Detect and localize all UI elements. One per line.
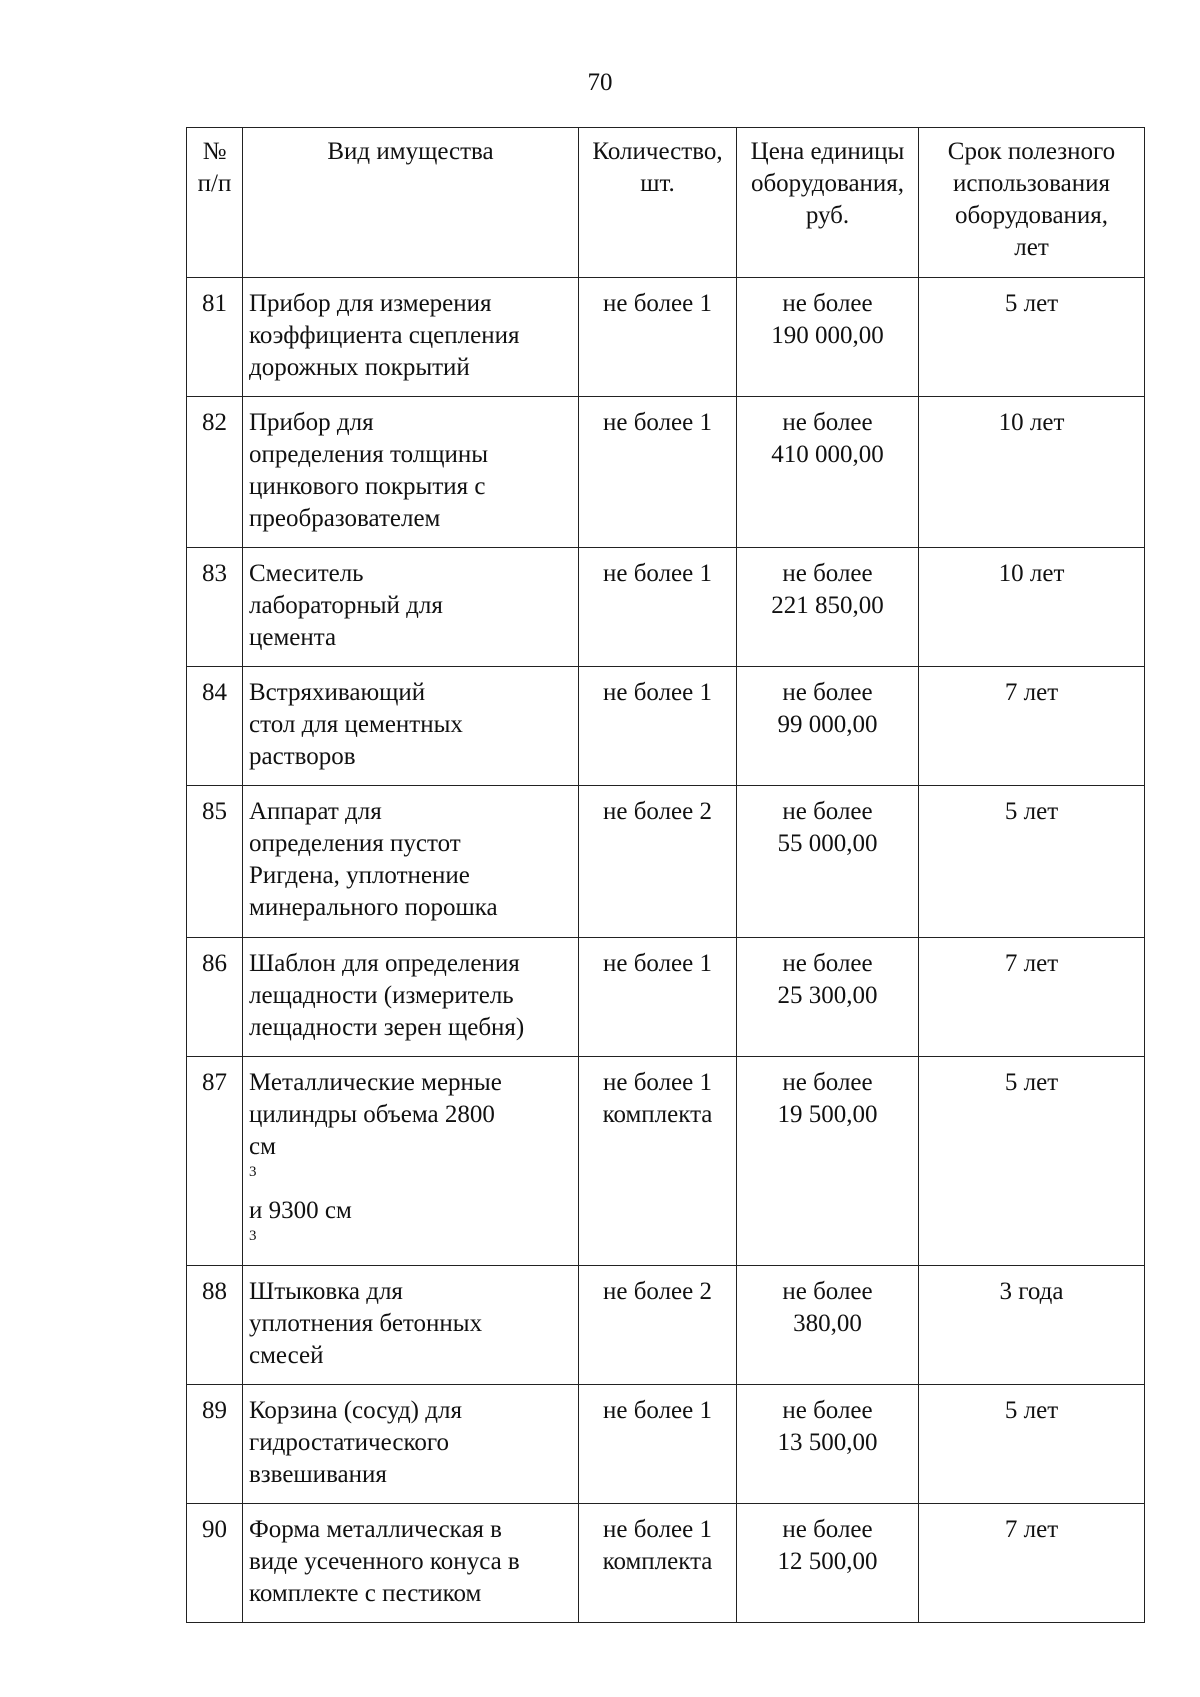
unit-price-line: не более <box>782 1516 873 1543</box>
property-name-line: виде усеченного конуса в <box>249 1548 520 1575</box>
property-name-line <box>249 1131 572 1259</box>
unit-price-line: 410 000,00 <box>771 441 884 468</box>
header-number-line: № <box>202 138 227 165</box>
table-header <box>187 128 1145 278</box>
property-name <box>243 667 579 786</box>
header-property-type-line: Вид имущества <box>327 138 494 165</box>
quantity <box>579 548 737 667</box>
table-row <box>187 548 1145 667</box>
quantity-line: не более 1 <box>602 409 713 436</box>
header-number-line: п/п <box>197 170 232 197</box>
property-name-line: Смеситель <box>249 560 364 587</box>
unit-price-line: 55 000,00 <box>777 830 878 857</box>
unit-cm: см <box>249 1133 276 1160</box>
useful-life: 7 лет <box>919 667 1145 786</box>
property-name <box>243 397 579 548</box>
table-row <box>187 1504 1145 1623</box>
row-number: 83 <box>187 548 243 667</box>
property-name-line: взвешивания <box>249 1461 387 1488</box>
unit-price-line: не более <box>782 409 873 436</box>
row-number: 90 <box>187 1504 243 1623</box>
header-useful-life <box>919 128 1145 278</box>
useful-life: 10 лет <box>919 397 1145 548</box>
row-number: 88 <box>187 1266 243 1385</box>
property-name <box>243 938 579 1057</box>
property-name-line: Корзина (сосуд) для <box>249 1397 462 1424</box>
unit-price-line: не более <box>782 798 873 825</box>
quantity-line: не более 1 <box>602 290 713 317</box>
header-unit-price-line: руб. <box>805 202 850 229</box>
header-quantity-line: шт. <box>640 170 675 197</box>
equipment-table <box>186 127 1145 1623</box>
header-row <box>187 128 1145 278</box>
property-name-line: стол для цементных <box>249 711 463 738</box>
useful-life: 5 лет <box>919 1057 1145 1266</box>
unit-price-line: не более <box>782 1278 873 1305</box>
unit-price <box>737 1504 919 1623</box>
quantity-line: не более 1 <box>602 950 713 977</box>
table-row <box>187 667 1145 786</box>
row-number: 82 <box>187 397 243 548</box>
property-name-line: минерального порошка <box>249 894 498 921</box>
table-row <box>187 938 1145 1057</box>
quantity <box>579 1504 737 1623</box>
header-unit-price <box>737 128 919 278</box>
unit-price-line: не более <box>782 679 873 706</box>
unit-price <box>737 548 919 667</box>
quantity <box>579 786 737 938</box>
unit-price-line: не более <box>782 560 873 587</box>
property-name-line: гидростатического <box>249 1429 449 1456</box>
property-name <box>243 1504 579 1623</box>
header-useful-life-line: оборудования, <box>954 202 1109 229</box>
useful-life: 7 лет <box>919 938 1145 1057</box>
quantity <box>579 938 737 1057</box>
unit-price <box>737 397 919 548</box>
unit-price-line: не более <box>782 1397 873 1424</box>
useful-life: 5 лет <box>919 278 1145 397</box>
property-name-line: смесей <box>249 1342 324 1369</box>
property-name-line: Ригдена, уплотнение <box>249 862 470 889</box>
property-name-line: лабораторный для <box>249 592 443 619</box>
header-unit-price-line: Цена единицы <box>750 138 905 165</box>
property-name <box>243 1385 579 1504</box>
property-name-line: Встряхивающий <box>249 679 426 706</box>
unit-price-line: не более <box>782 1069 873 1096</box>
unit-price <box>737 938 919 1057</box>
unit-price <box>737 1385 919 1504</box>
unit-price <box>737 1057 919 1266</box>
property-name-line: лещадности (измеритель <box>249 982 514 1009</box>
quantity-line: не более 1 <box>602 679 713 706</box>
property-name-line: уплотнения бетонных <box>249 1310 483 1337</box>
useful-life: 3 года <box>919 1266 1145 1385</box>
property-name-line: Штыковка для <box>249 1278 403 1305</box>
cubic-superscript: 3 <box>249 1228 257 1244</box>
property-name-line: Металлические мерные <box>249 1069 502 1096</box>
useful-life: 10 лет <box>919 548 1145 667</box>
unit-price-line: 221 850,00 <box>771 592 884 619</box>
quantity-line: комплекта <box>602 1101 713 1128</box>
property-name-line: Форма металлическая в <box>249 1516 502 1543</box>
row-number: 85 <box>187 786 243 938</box>
property-name-line: коэффициента сцепления <box>249 322 520 349</box>
row-number: 87 <box>187 1057 243 1266</box>
quantity <box>579 278 737 397</box>
header-useful-life-line: Срок полезного <box>947 138 1116 165</box>
row-number: 84 <box>187 667 243 786</box>
unit-price <box>737 786 919 938</box>
row-number: 81 <box>187 278 243 397</box>
table-row <box>187 1266 1145 1385</box>
quantity-line: не более 1 <box>602 560 713 587</box>
property-name-line: Прибор для измерения <box>249 290 492 317</box>
property-name-line: цемента <box>249 624 337 651</box>
quantity-line: не более 1 <box>602 1069 713 1096</box>
header-useful-life-line: лет <box>1014 234 1049 261</box>
property-name-line: определения пустот <box>249 830 461 857</box>
unit-price-line: 13 500,00 <box>777 1429 878 1456</box>
quantity-line: не более 1 <box>602 1516 713 1543</box>
unit-price-line: 19 500,00 <box>777 1101 878 1128</box>
table-row <box>187 1057 1145 1266</box>
quantity <box>579 1057 737 1266</box>
property-name <box>243 786 579 938</box>
quantity <box>579 397 737 548</box>
quantity-line: не более 2 <box>602 798 713 825</box>
quantity <box>579 667 737 786</box>
header-property-type <box>243 128 579 278</box>
property-name <box>243 548 579 667</box>
unit-price <box>737 1266 919 1385</box>
property-name <box>243 1266 579 1385</box>
row-number: 86 <box>187 938 243 1057</box>
property-name-line: определения толщины <box>249 441 489 468</box>
useful-life: 7 лет <box>919 1504 1145 1623</box>
property-name <box>243 1057 579 1266</box>
property-name-line: Аппарат для <box>249 798 382 825</box>
table-body <box>187 278 1145 1623</box>
property-name-line: Шаблон для определения <box>249 950 520 977</box>
useful-life: 5 лет <box>919 1385 1145 1504</box>
unit-price-line: не более <box>782 290 873 317</box>
property-name-line: комплекте с пестиком <box>249 1580 482 1607</box>
property-name-line: дорожных покрытий <box>249 354 470 381</box>
unit-price-line: не более <box>782 950 873 977</box>
quantity-line: не более 2 <box>602 1278 713 1305</box>
header-quantity-line: Количество, <box>592 138 723 165</box>
table-row <box>187 1385 1145 1504</box>
unit-price-line: 99 000,00 <box>777 711 878 738</box>
quantity <box>579 1266 737 1385</box>
header-unit-price-line: оборудования, <box>750 170 905 197</box>
quantity-line: комплекта <box>602 1548 713 1575</box>
unit-price-line: 12 500,00 <box>777 1548 878 1575</box>
page-number: 70 <box>587 69 613 96</box>
property-name-line: растворов <box>249 743 356 770</box>
property-name-line: преобразователем <box>249 505 441 532</box>
quantity-line: не более 1 <box>602 1397 713 1424</box>
unit-price <box>737 667 919 786</box>
unit-price-line: 190 000,00 <box>771 322 884 349</box>
cubic-superscript: 3 <box>249 1164 257 1180</box>
property-name-line: Прибор для <box>249 409 374 436</box>
table-row <box>187 397 1145 548</box>
quantity <box>579 1385 737 1504</box>
unit-price-line: 25 300,00 <box>777 982 878 1009</box>
property-name-line: цинкового покрытия с <box>249 473 486 500</box>
property-name-line: цилиндры объема 2800 <box>249 1101 495 1128</box>
header-useful-life-line: использования <box>953 170 1110 197</box>
table-row <box>187 786 1145 938</box>
header-quantity <box>579 128 737 278</box>
header-number <box>187 128 243 278</box>
property-name-line: лещадности зерен щебня) <box>249 1014 525 1041</box>
property-name <box>243 278 579 397</box>
useful-life: 5 лет <box>919 786 1145 938</box>
unit-price <box>737 278 919 397</box>
property-name-fragment: и 9300 см <box>249 1197 352 1224</box>
table-row <box>187 278 1145 397</box>
unit-price-line: 380,00 <box>793 1310 862 1337</box>
row-number: 89 <box>187 1385 243 1504</box>
